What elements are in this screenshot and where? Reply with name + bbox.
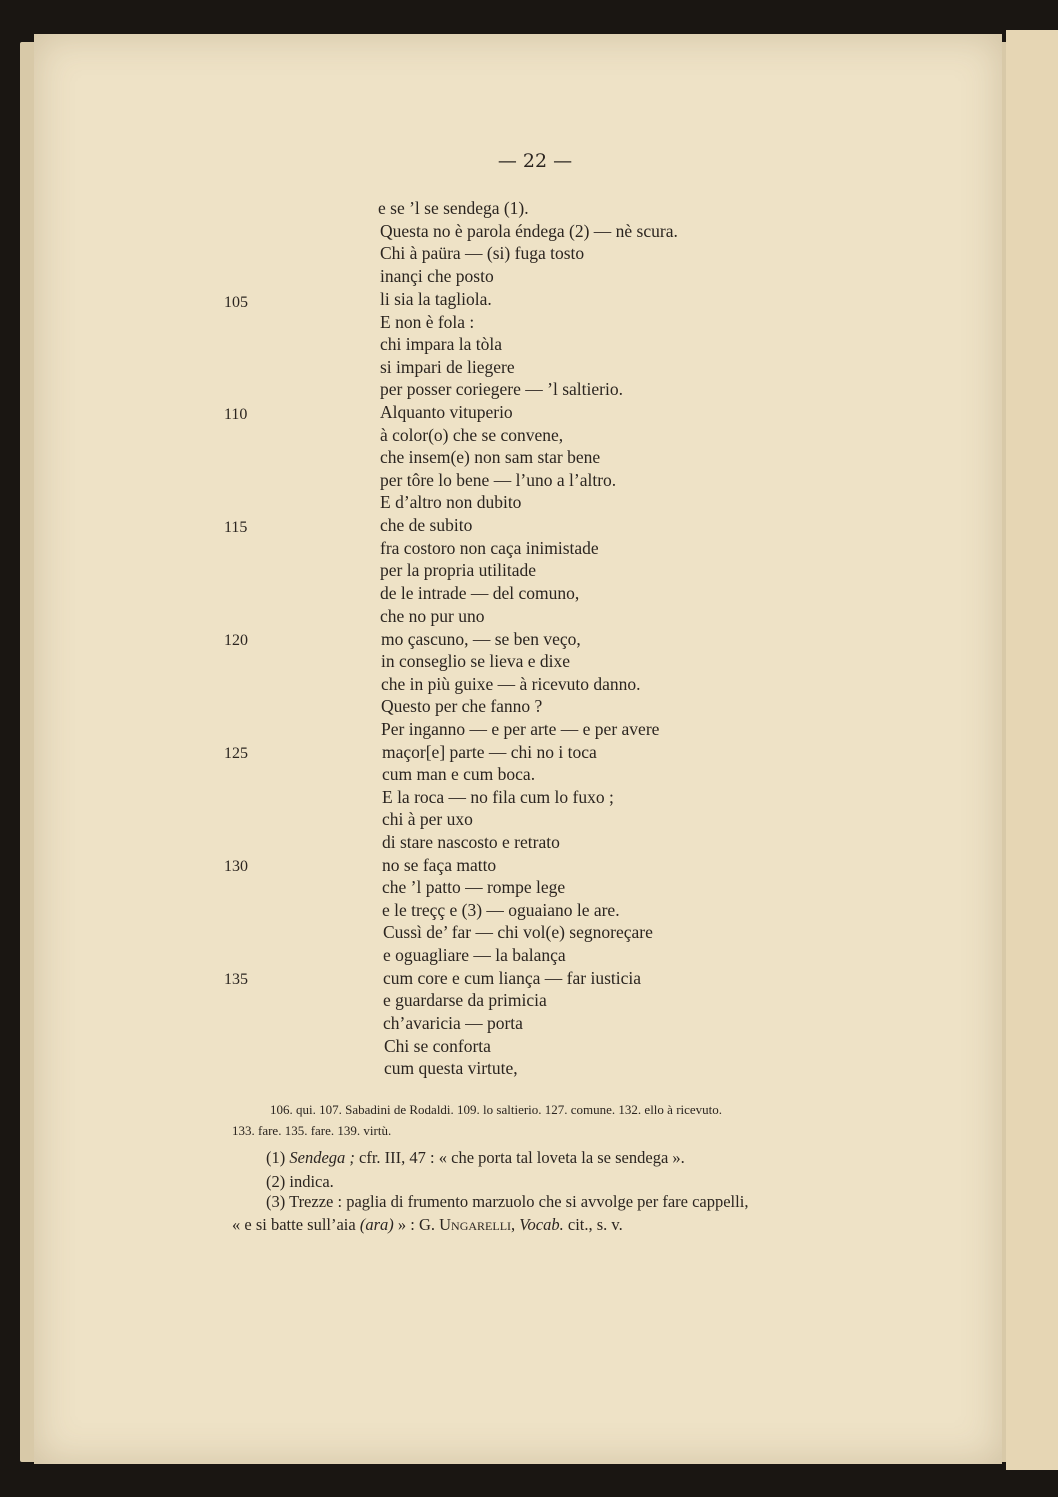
verse-line: per tôre lo bene — l’uno a l’altro. [380,470,617,490]
verse-line: E non è fola : [380,312,475,332]
verse-number: 130 [224,858,248,875]
verse-line: mo çascuno, — se ben veço, [381,629,581,649]
verse-line: à color(o) che se convene, [380,425,564,445]
verse-line: e se ’l se sendega (1). [378,198,529,218]
verse-line: de le intrade — del comuno, [380,583,580,603]
footnote-3-text: cit., s. v. [563,1215,623,1234]
verse-line: che in più guixe — à ricevuto danno. [381,674,641,694]
verse-line: Alquanto vituperio [380,402,513,422]
verse-number: 105 [224,294,248,311]
verse-line: che de subito [380,515,473,535]
verse-line: di stare nascosto e retrato [382,832,560,852]
footnote-3-author: Ungarelli, [439,1215,516,1234]
facing-page-edge [1006,30,1058,1470]
verse-line: e oguagliare — la balança [383,945,566,965]
footnote-3-vocab: Vocab. [519,1215,564,1234]
verse-line: che insem(e) non sam star bene [380,447,601,467]
footnote-3-line-2 [232,1215,623,1235]
verse-line: che no pur uno [380,606,485,626]
verse-line: Per inganno — e per arte — e per avere [381,719,660,739]
verse-line: Chi à paüra — (si) fuga tosto [380,243,585,263]
verse-line: in conseglio se lieva e dixe [381,651,571,671]
verse-line: E la roca — no fila cum lo fuxo ; [382,787,614,807]
verse-line: e le treçç e (3) — oguaiano le are. [382,900,620,920]
variant-readings: 133. fare. 135. fare. 139. virtù. [232,1123,392,1138]
verse-line: che ’l patto — rompe lege [382,877,566,897]
verse-line: li sia la tagliola. [380,289,492,309]
page-number: — 22 — [497,150,573,172]
verse-line: fra costoro non caça inimistade [380,538,599,558]
footnote-1-text: cfr. III, 47 : « che porta tal loveta la se sendega ». [354,1148,685,1167]
footnote-1 [266,1148,685,1168]
verse-line: per posser coriegere — ’l saltierio. [380,379,623,399]
verse-line: e guardarse da primicia [383,990,547,1010]
verse-number: 125 [224,745,248,762]
verse-number: 120 [224,632,248,649]
footnote-3-line-1: (3) Trezze : paglia di frumento marzuolo che si avvolge per fare cappelli, [266,1192,749,1211]
verse-number: 110 [224,406,248,423]
verse-number: 115 [224,519,248,536]
footnote-3-text: « e si batte sull’aia [232,1215,360,1234]
verse-line: chi impara la tòla [380,334,502,354]
variant-readings: 106. qui. 107. Sabadini de Rodaldi. 109. lo saltierio. 127. comune. 132. ello à ricevuto. [270,1102,723,1117]
verse-line: E d’altro non dubito [380,492,522,512]
footnote-2: (2) indica. [266,1172,334,1191]
footnote-1-term: Sendega ; [289,1148,355,1167]
footnote-3-text: » : G. [393,1215,440,1234]
verse-line: cum questa virtute, [384,1058,518,1078]
footnote-3-ara: (ara) [359,1215,394,1234]
verse-number: 135 [224,971,248,988]
verse-line: cum core e cum liança — far iusticia [383,968,642,988]
verse-line: no se faça matto [382,855,497,875]
verse-line: cum man e cum boca. [382,764,536,784]
verse-line: ch’avaricia — porta [383,1013,523,1033]
verse-line: chi à per uxo [382,809,473,829]
verse-line: maçor[e] parte — chi no i toca [382,742,597,762]
footnote-1-prefix: (1) [266,1148,290,1167]
verse-line: si impari de liegere [380,357,515,377]
verse-line: inançi che posto [380,266,494,286]
verse-line: per la propria utilitade [380,560,536,580]
verse-line: Chi se conforta [384,1036,491,1056]
verse-line: Questo per che fanno ? [381,696,543,716]
verse-line: Cussì de’ far — chi vol(e) segnoreçare [383,922,653,942]
verse-line: Questa no è parola éndega (2) — nè scura. [380,221,678,241]
